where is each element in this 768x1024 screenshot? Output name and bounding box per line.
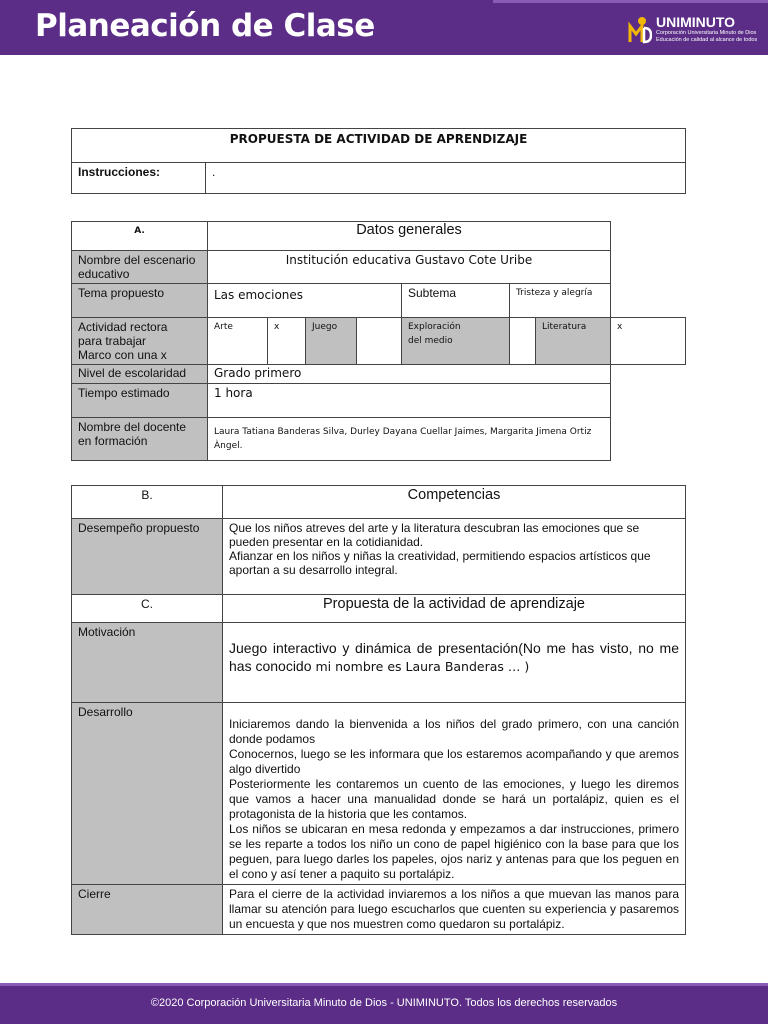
subtopic-label: Subtema [402, 284, 510, 318]
activity-arte-mark: x [268, 318, 306, 365]
uniminuto-logo [628, 14, 758, 48]
activity-literatura-mark: x [611, 318, 686, 365]
instructions-value: . [206, 163, 686, 194]
motivation-label: Motivación [72, 623, 223, 703]
section-letter-b: B. [72, 486, 223, 519]
section-letter-c: C. [72, 595, 223, 623]
development-paragraph-1: Iniciaremos dando la bienvenida a los niños del grado primero, con una canción donde podamos [229, 717, 679, 746]
time-label: Tiempo estimado [72, 384, 208, 418]
level-value: Grado primero [208, 365, 611, 384]
scenario-label: Nombre del escenario educativo [72, 251, 208, 284]
performance-text [223, 519, 686, 595]
competencies-section-title: Competencias [223, 486, 686, 519]
page-header [0, 0, 768, 55]
development-paragraph-2: Conocernos, luego se les informara que los estaremos acompañando y que aremos algo divertido [229, 747, 679, 776]
proposal-title: PROPUESTA DE ACTIVIDAD DE APRENDIZAJE [72, 129, 686, 163]
activity-arte-label: Arte [208, 318, 268, 365]
activity-label-line2: para trabajar [78, 334, 147, 348]
motivation-text [223, 623, 686, 703]
performance-goal-2: Afianzar en los niños y niñas la creatividad, permitiendo espacios artísticos que aportan a su desarrollo integral. [229, 549, 651, 577]
teacher-label: Nombre del docente en formación [72, 418, 208, 461]
activity-label-line3: Marco con una x [78, 348, 167, 362]
level-label: Nivel de escolaridad [72, 365, 208, 384]
motivation-text-tail: mi nombre es Laura Banderas … ) [311, 659, 530, 674]
activity-label-line1: Actividad rectora [78, 320, 168, 334]
performance-goal-1: Que los niños atreves del arte y la literatura descubran las emociones que se pueden presentar en la cotidianidad. [229, 521, 640, 549]
activity-literatura-label: Literatura [536, 318, 611, 365]
page-title: Planeación de Clase [35, 8, 375, 44]
logo-name: UNIMINUTO [656, 14, 736, 30]
topic-label: Tema propuesto [72, 284, 208, 318]
development-text [223, 703, 686, 885]
performance-label: Desempeño propuesto [72, 519, 223, 595]
footer-accent-stripe [0, 983, 768, 986]
topic-value: Las emociones [208, 284, 402, 318]
competencies-table [71, 485, 686, 935]
uniminuto-logo-icon [628, 16, 652, 44]
activity-label [72, 318, 208, 365]
development-label: Desarrollo [72, 703, 223, 885]
instructions-label: Instrucciones: [72, 163, 206, 194]
activity-exploracion-mark [510, 318, 536, 365]
copyright-text: ©2020 Corporación Universitaria Minuto de Dios - UNIMINUTO. Todos los derechos reservados [150, 997, 618, 1009]
time-value: 1 hora [208, 384, 611, 418]
section-letter-a: A. [72, 222, 208, 251]
closing-label: Cierre [72, 885, 223, 935]
development-paragraph-3: Posteriormente les contaremos un cuento de las emociones, y luego les diremos que vamos a hacer una manualidad donde se hará un portalápiz, quien es el protagonista de la historia que les contamos. [229, 777, 679, 821]
subtopic-value: Tristeza y alegría [510, 284, 611, 318]
motivation-text-main: Juego interactivo y dinámica de presentación(No me has visto, no me has conocido [229, 640, 679, 674]
activity-juego-mark [357, 318, 402, 365]
activity-exploracion-line1: Exploración [408, 322, 461, 332]
teacher-value: Laura Tatiana Banderas Silva, Durley Dayana Cuellar Jaimes, Margarita Jimena Ortiz Àngel. [208, 418, 611, 461]
activity-exploracion-label [402, 318, 510, 365]
scenario-value: Institución educativa Gustavo Cote Uribe [208, 251, 611, 284]
activity-section-title: Propuesta de la actividad de aprendizaje [223, 595, 686, 623]
closing-text: Para el cierre de la actividad inviaremos a los niños a que muevan las manos para llamar su atención para luego escucharlos que cuenten su experiencia y pasaremos un encuesta y que nos muestren como quedaron su portalápiz. [223, 885, 686, 935]
activity-juego-label: Juego [306, 318, 357, 365]
proposal-table [71, 128, 686, 194]
logo-subtitle: Corporación Universitaria Minuto de Dios [656, 30, 757, 36]
page-footer [0, 983, 768, 1024]
activity-exploracion-line2: del medio [408, 336, 453, 346]
development-paragraph-4: Los niños se ubicaran en mesa redonda y empezamos a dar instrucciones, primero se les reparte a todos los niño un cono de papel higiénico con la base para que los peguen, para luego darles los papeles, ojos nariz y antenas para que los peguen en el cono y así tener a paquito su portalápiz. [229, 822, 679, 881]
header-accent-stripe [493, 0, 768, 3]
general-data-table [71, 221, 686, 461]
logo-tagline: Educación de calidad al alcance de todos [656, 37, 758, 43]
general-section-title: Datos generales [208, 222, 611, 251]
